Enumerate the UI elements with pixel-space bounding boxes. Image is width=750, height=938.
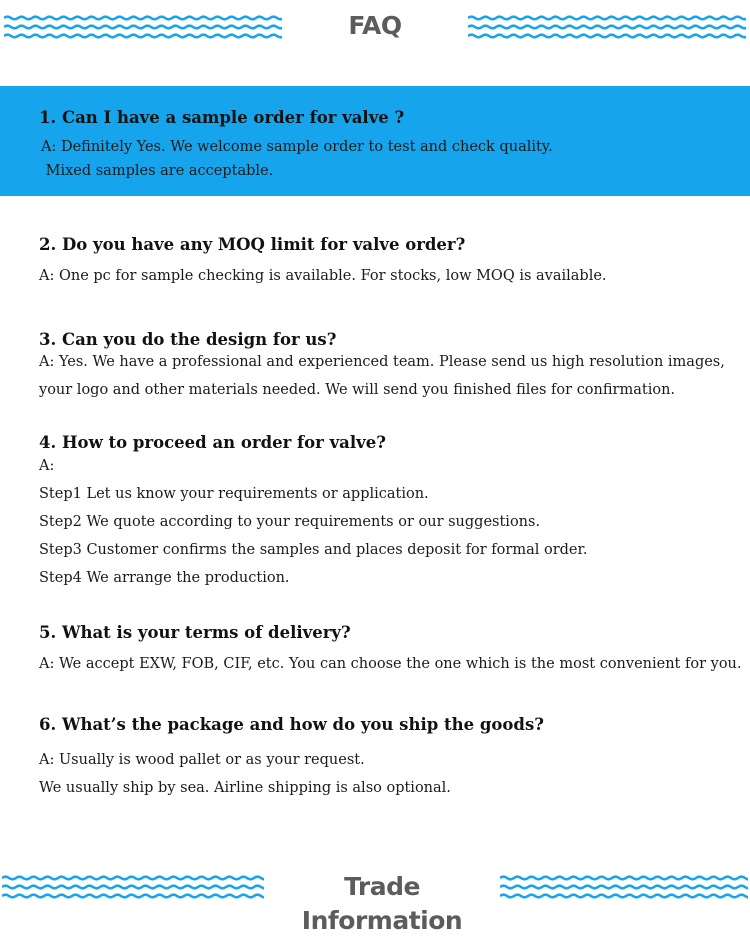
faq-question-1: 1. Can I have a sample order for valve ? (39, 108, 405, 127)
wave-line (500, 895, 748, 898)
faq-answer-3-line-1: A: Yes. We have a professional and experienced team. Please send us high resolution images, (39, 354, 725, 370)
wave-line (500, 877, 748, 880)
wave-decoration-right (468, 12, 746, 42)
faq-answer-6-line-1: A: Usually is wood pallet or as your request. (39, 752, 365, 768)
faq-answer-3-line-2: your logo and other materials needed. We will send you finished files for confirmation. (39, 382, 676, 398)
faq-answer-4-step-3: Step3 Customer confirms the samples and places deposit for formal order. (39, 542, 588, 558)
faq-question-3: 3. Can you do the design for us? (39, 330, 337, 349)
faq-answer-2-line-1: A: One pc for sample checking is available. For stocks, low MOQ is available. (39, 268, 607, 284)
trade-information-banner (0, 868, 750, 935)
wave-line (4, 17, 282, 20)
wave-line (468, 26, 746, 29)
faq-question-2: 2. Do you have any MOQ limit for valve order? (39, 235, 466, 254)
faq-question-6: 6. What’s the package and how do you ship the goods? (39, 715, 544, 734)
faq-title: FAQ (348, 11, 402, 40)
faq-answer-1-line-1: A: Definitely Yes. We welcome sample order to test and check quality. (41, 139, 553, 155)
faq-answer-4-step-1: Step1 Let us know your requirements or application. (39, 486, 429, 502)
faq-answer-4-line-1: A: (39, 458, 55, 474)
wave-line (468, 17, 746, 20)
faq-header-banner (0, 10, 750, 44)
trade-information-title: Trade Information (301, 872, 463, 935)
wave-decoration-right (500, 872, 748, 902)
wave-decoration-left (2, 872, 264, 902)
faq-answer-6-line-2: We usually ship by sea. Airline shipping is also optional. (39, 780, 451, 796)
wave-line (468, 35, 746, 38)
wave-decoration-left (4, 12, 282, 42)
wave-line (4, 26, 282, 29)
wave-line (500, 886, 748, 889)
wave-line (2, 877, 264, 880)
faq-question-4: 4. How to proceed an order for valve? (39, 433, 386, 452)
faq-question-5: 5. What is your terms of delivery? (39, 623, 351, 642)
faq-answer-4-step-2: Step2 We quote according to your requirements or our suggestions. (39, 514, 541, 530)
wave-line (2, 895, 264, 898)
wave-line (4, 35, 282, 38)
wave-line (2, 886, 264, 889)
faq-answer-1-line-2: Mixed samples are acceptable. (41, 163, 274, 179)
faq-answer-4-step-4: Step4 We arrange the production. (39, 570, 290, 586)
faq-answer-5-line-1: A: We accept EXW, FOB, CIF, etc. You can choose the one which is the most convenient for you. (39, 656, 742, 672)
